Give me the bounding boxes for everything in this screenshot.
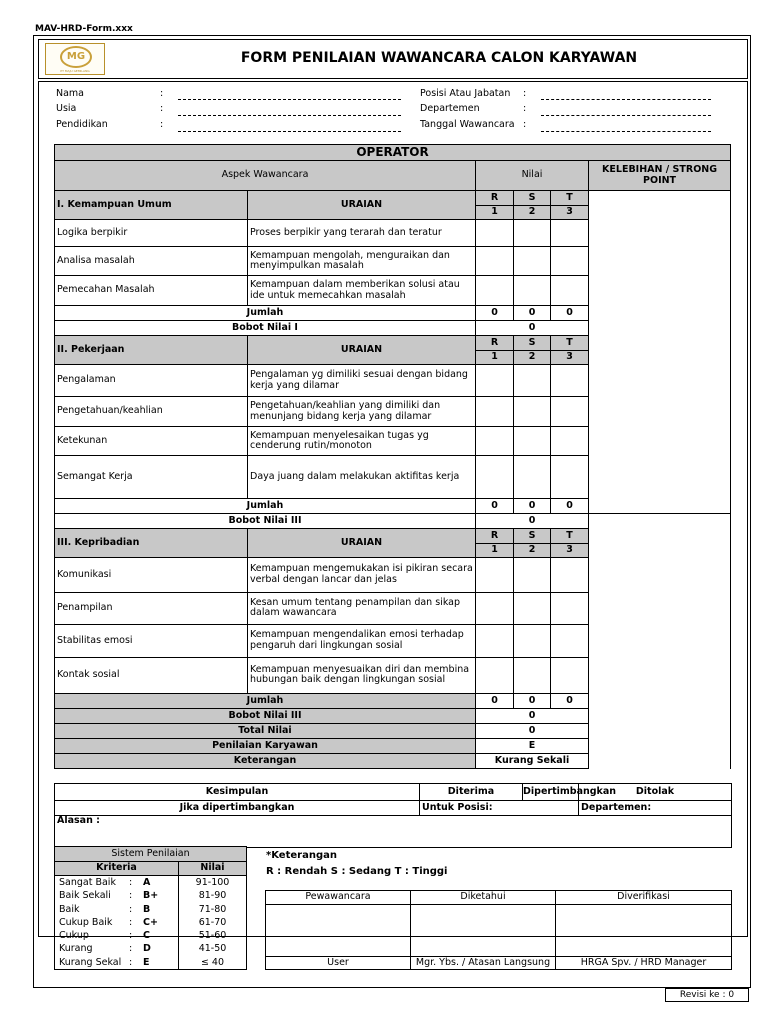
grading-title: Sistem Penilaian	[55, 847, 247, 862]
jumlah-t: 0	[551, 306, 589, 321]
score-r-cell[interactable]	[476, 557, 514, 592]
uraian-header: URAIAN	[248, 336, 476, 365]
field-label-usia: Usia	[56, 103, 77, 114]
signature-table	[265, 890, 732, 970]
grading-colon: :	[129, 943, 133, 955]
score-t-cell[interactable]	[551, 592, 589, 624]
aspek-cell: Semangat Kerja	[55, 456, 248, 499]
jumlah-label: Jumlah	[55, 693, 476, 708]
grading-system-table	[54, 846, 247, 970]
score-num: 3	[551, 543, 589, 557]
untuk-posisi-label: Untuk Posisi:	[420, 801, 579, 816]
score-num: 2	[514, 206, 551, 220]
s-header: S	[514, 528, 551, 543]
grading-grade: C+	[143, 916, 158, 928]
grading-grade: C	[143, 930, 150, 942]
field-colon: :	[160, 119, 164, 130]
score-r-cell[interactable]	[476, 247, 514, 276]
score-t-cell[interactable]	[551, 247, 589, 276]
aspek-cell: Analisa masalah	[55, 247, 248, 276]
uraian-cell: Kemampuan mengemukakan isi pikiran secara verbal dengan lancar dan jelas	[248, 557, 476, 592]
score-num: 1	[476, 206, 514, 220]
strong-point-cell[interactable]	[589, 191, 731, 514]
field-label-tanggal: Tanggal Wawancara	[420, 119, 515, 130]
grading-kriteria: Baik	[59, 903, 80, 915]
score-s-cell[interactable]	[514, 624, 551, 657]
bobot-value: 0	[476, 708, 589, 723]
score-t-cell[interactable]	[551, 276, 589, 306]
logo-subtext: PT MAJU GEMILANG	[60, 69, 90, 73]
departemen-input[interactable]	[541, 115, 711, 116]
grading-row	[55, 942, 178, 955]
uraian-cell: Kemampuan mengolah, menguraikan dan menyimpulkan masalah	[248, 247, 476, 276]
grading-nilai: 71-80	[198, 903, 227, 915]
uraian-cell: Kemampuan dalam memberikan solusi atau ide untuk memecahkan masalah	[248, 276, 476, 306]
table-row	[55, 557, 731, 592]
sig-footer-hrd: HRGA Spv. / HRD Manager	[556, 957, 732, 970]
r-header: R	[476, 336, 514, 351]
table-row	[55, 657, 731, 693]
uraian-cell: Kesan umum tentang penampilan dan sikap dalam wawancara	[248, 592, 476, 624]
grading-grade: D	[143, 943, 151, 955]
grading-colon: :	[129, 890, 133, 902]
r-header: R	[476, 191, 514, 206]
score-t-cell[interactable]	[551, 397, 589, 427]
kriteria-list	[55, 876, 179, 970]
nama-input[interactable]	[178, 99, 401, 100]
keterangan-note: *Keterangan	[266, 850, 337, 861]
total-nilai-value: 0	[476, 723, 589, 738]
uraian-cell: Kemampuan menyelesaikan tugas yg cenderung rutin/monoton	[248, 427, 476, 456]
score-t-cell[interactable]	[551, 427, 589, 456]
score-s-cell[interactable]	[514, 365, 551, 397]
jumlah-t: 0	[551, 693, 589, 708]
score-s-cell[interactable]	[514, 657, 551, 693]
penilaian-label: Penilaian Karyawan	[55, 738, 476, 753]
grading-nilai: 81-90	[198, 890, 227, 902]
keterangan-legend: R : Rendah S : Sedang T : Tinggi	[266, 866, 448, 877]
score-s-cell[interactable]	[514, 427, 551, 456]
keterangan-value: Kurang Sekali	[476, 753, 589, 768]
table-row	[55, 592, 731, 624]
aspek-cell: Pengetahuan/keahlian	[55, 397, 248, 427]
nilai-col-header: Nilai	[179, 862, 247, 876]
form-title: FORM PENILAIAN WAWANCARA CALON KARYAWAN	[240, 50, 638, 66]
score-r-cell[interactable]	[476, 276, 514, 306]
score-t-cell[interactable]	[551, 557, 589, 592]
uraian-header: URAIAN	[248, 528, 476, 557]
t-header: T	[551, 336, 589, 351]
aspek-cell: Penampilan	[55, 592, 248, 624]
total-nilai-label: Total Nilai	[55, 723, 476, 738]
jika-dipertimbangkan-label: Jika dipertimbangkan	[55, 801, 420, 816]
score-num: 1	[476, 351, 514, 365]
aspek-cell: Ketekunan	[55, 427, 248, 456]
assessment-table	[54, 144, 731, 769]
grading-nilai: 51-60	[198, 930, 227, 942]
score-num: 2	[514, 351, 551, 365]
grading-grade: E	[143, 956, 150, 968]
sig-box-user[interactable]	[266, 905, 411, 957]
aspek-cell: Logika berpikir	[55, 220, 248, 247]
aspek-cell: Komunikasi	[55, 557, 248, 592]
grading-kriteria: Cukup Baik	[59, 916, 113, 928]
grading-colon: :	[129, 903, 133, 915]
form-code: MAV-HRD-Form.xxx	[35, 24, 133, 34]
grading-kriteria: Cukup	[59, 930, 89, 942]
uraian-cell: Daya juang dalam melakukan aktifitas kerja	[248, 456, 476, 499]
t-header: T	[551, 191, 589, 206]
score-s-cell[interactable]	[514, 557, 551, 592]
jumlah-s: 0	[514, 498, 551, 513]
score-s-cell[interactable]	[514, 247, 551, 276]
score-r-cell[interactable]	[476, 592, 514, 624]
grading-grade: B+	[143, 890, 159, 902]
s-header: S	[514, 191, 551, 206]
field-colon: :	[160, 103, 164, 114]
ditolak-option[interactable]: Ditolak	[579, 784, 732, 801]
uraian-cell: Proses berpikir yang terarah dan teratur	[248, 220, 476, 247]
bobot-label: Bobot Nilai III	[55, 708, 476, 723]
jumlah-s: 0	[514, 693, 551, 708]
usia-input[interactable]	[178, 115, 401, 116]
sig-header-diketahui: Diketahui	[411, 891, 556, 905]
logo-mark: MG	[60, 46, 92, 68]
field-label-pendidikan: Pendidikan	[56, 119, 108, 130]
uraian-cell: Pengalaman yg dimiliki sesuai dengan bidang kerja yang dilamar	[248, 365, 476, 397]
field-label-departemen: Departemen	[420, 103, 480, 114]
form-header	[38, 39, 748, 79]
jumlah-label: Jumlah	[55, 498, 476, 513]
score-r-cell[interactable]	[476, 397, 514, 427]
score-t-cell[interactable]	[551, 456, 589, 499]
grading-nilai: 61-70	[198, 916, 227, 928]
dipertimbangkan-option[interactable]: Dipertimbangkan	[523, 784, 579, 801]
tanggal-input[interactable]	[541, 131, 711, 132]
bobot-label: Bobot Nilai III	[55, 513, 476, 528]
uraian-cell: Kemampuan menyesuaikan diri dan membina hubungan baik dengan lingkungan sosial	[248, 657, 476, 693]
sig-header-pewawancara: Pewawancara	[266, 891, 411, 905]
grading-nilai: 41-50	[198, 943, 227, 955]
jumlah-s: 0	[514, 306, 551, 321]
posisi-input[interactable]	[541, 99, 711, 100]
score-num: 3	[551, 351, 589, 365]
grading-nilai: ≤ 40	[200, 956, 225, 968]
jumlah-r: 0	[476, 498, 514, 513]
score-t-cell[interactable]	[551, 220, 589, 247]
score-s-cell[interactable]	[514, 456, 551, 499]
score-r-cell[interactable]	[476, 427, 514, 456]
field-colon: :	[523, 103, 527, 114]
grading-colon: :	[129, 877, 133, 888]
grading-grade: A	[143, 877, 151, 888]
score-s-cell[interactable]	[514, 220, 551, 247]
aspek-cell: Pengalaman	[55, 365, 248, 397]
aspek-cell: Pemecahan Masalah	[55, 276, 248, 306]
sig-footer-manager: Mgr. Ybs. / Atasan Langsung	[411, 957, 556, 970]
jumlah-r: 0	[476, 693, 514, 708]
section-title: OPERATOR	[55, 145, 731, 161]
aspek-cell: Stabilitas emosi	[55, 624, 248, 657]
kriteria-header: Kriteria	[55, 862, 179, 876]
score-num: 2	[514, 543, 551, 557]
jumlah-t: 0	[551, 498, 589, 513]
grading-row	[55, 876, 178, 889]
score-r-cell[interactable]	[476, 365, 514, 397]
section-2-title: II. Pekerjaan	[55, 336, 248, 365]
aspek-cell: Kontak sosial	[55, 657, 248, 693]
bobot-value: 0	[476, 513, 589, 528]
keterangan-label: Keterangan	[55, 753, 476, 768]
score-num: 3	[551, 206, 589, 220]
bobot-label: Bobot Nilai I	[55, 321, 476, 336]
grading-colon: :	[129, 916, 133, 928]
grading-row	[55, 916, 178, 929]
score-s-cell[interactable]	[514, 276, 551, 306]
revision-box: Revisi ke : 0	[665, 988, 749, 1002]
r-header: R	[476, 528, 514, 543]
uraian-cell: Pengetahuan/keahlian yang dimiliki dan menunjang bidang kerja yang dilamar	[248, 397, 476, 427]
grading-kriteria: Kurang Sekal	[59, 956, 122, 968]
grading-row	[55, 956, 178, 969]
s-header: S	[514, 336, 551, 351]
sig-box-manager[interactable]	[411, 905, 556, 957]
score-s-cell[interactable]	[514, 397, 551, 427]
sig-header-diverifikasi: Diverifikasi	[556, 891, 732, 905]
jumlah-r: 0	[476, 306, 514, 321]
conclusion-table	[54, 783, 732, 848]
score-r-cell[interactable]	[476, 657, 514, 693]
penilaian-value: E	[476, 738, 589, 753]
score-r-cell[interactable]	[476, 220, 514, 247]
score-r-cell[interactable]	[476, 456, 514, 499]
uraian-header: URAIAN	[248, 191, 476, 220]
pendidikan-input[interactable]	[178, 131, 401, 132]
field-label-posisi: Posisi Atau Jabatan	[420, 88, 511, 99]
sig-footer-user: User	[266, 957, 411, 970]
field-colon: :	[523, 88, 527, 99]
section-3-title: III. Kepribadian	[55, 528, 248, 557]
grading-nilai: 91-100	[195, 877, 230, 888]
grading-kriteria: Sangat Baik	[59, 877, 116, 888]
grading-kriteria: Baik Sekali	[59, 890, 111, 902]
company-logo	[45, 43, 105, 75]
section-1-title: I. Kemampuan Umum	[55, 191, 248, 220]
grading-row	[55, 929, 178, 942]
grading-kriteria: Kurang	[59, 943, 93, 955]
strong-point-header: KELEBIHAN / STRONG POINT	[589, 161, 731, 191]
grading-colon: :	[129, 956, 133, 968]
field-label-nama: Nama	[56, 88, 85, 99]
jumlah-label: Jumlah	[55, 306, 476, 321]
grading-colon: :	[129, 930, 133, 942]
table-row	[55, 624, 731, 657]
grading-row	[55, 889, 178, 902]
grading-grade: B	[143, 903, 151, 915]
nilai-header: Nilai	[476, 161, 589, 191]
kesimpulan-label: Kesimpulan	[55, 784, 420, 801]
field-colon: :	[523, 119, 527, 130]
score-t-cell[interactable]	[551, 365, 589, 397]
alasan-field[interactable]: Alasan :	[55, 816, 732, 848]
score-r-cell[interactable]	[476, 624, 514, 657]
t-header: T	[551, 528, 589, 543]
bobot-value: 0	[476, 321, 589, 336]
score-t-cell[interactable]	[551, 657, 589, 693]
sig-box-hrd[interactable]	[556, 905, 732, 957]
aspek-header: Aspek Wawancara	[55, 161, 476, 191]
field-colon: :	[160, 88, 164, 99]
grading-row	[55, 903, 178, 916]
score-num: 1	[476, 543, 514, 557]
departemen-label: Departemen:	[579, 801, 732, 816]
score-t-cell[interactable]	[551, 624, 589, 657]
nilai-list	[179, 876, 247, 970]
diterima-option[interactable]: Diterima	[420, 784, 523, 801]
score-s-cell[interactable]	[514, 592, 551, 624]
uraian-cell: Kemampuan mengendalikan emosi terhadap pengaruh dari lingkungan sosial	[248, 624, 476, 657]
